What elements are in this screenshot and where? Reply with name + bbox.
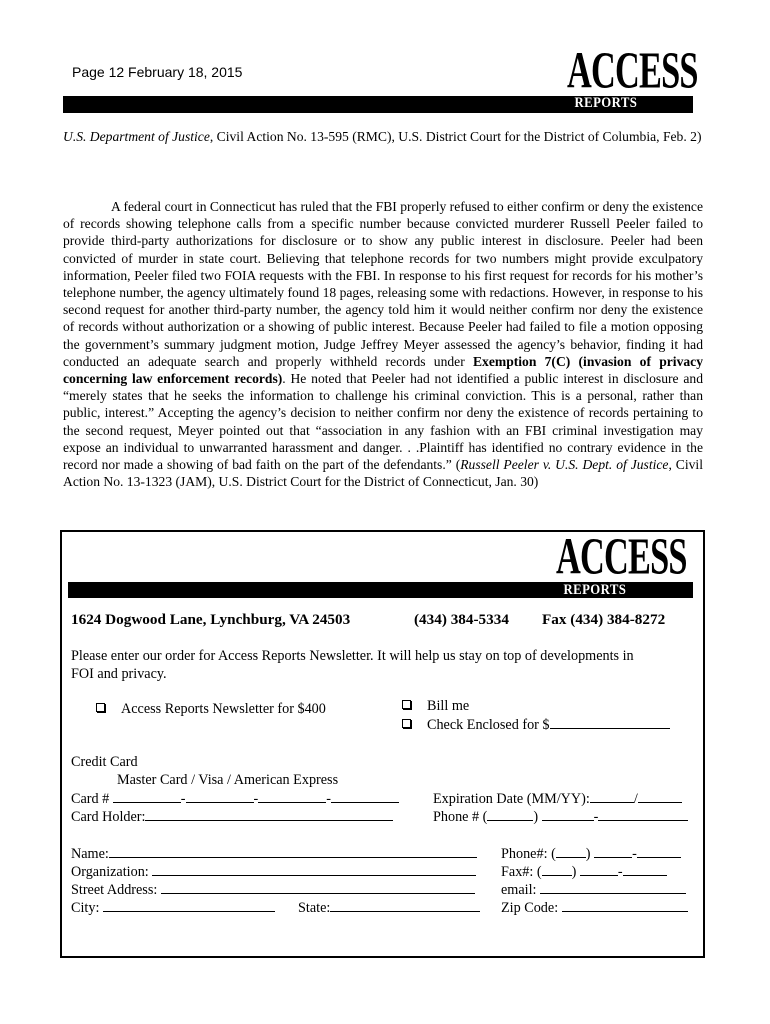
company-fax: Fax (434) 384-8272 [542,611,666,628]
card-types: Master Card / Visa / American Express [117,772,339,788]
name-label: Name: [71,846,109,862]
article-text-1: A federal court in Connecticut has ruled that the FBI properly refused to either confirm or deny the existence of records showing telephone calls from a specific number because convicted murderer Russell Peeler failed to provide third-party authorizations for disclosure or to show any public interest in disclosure. Peeler had been convicted of murder in state court. Believing that telephone records for two numbers might provide exculpatory information, Peeler filed two FOIA requests with the FBI. In response to his first request for records for his mother’s telephone number, the agency ultimately found 18 pages, releasing some with redactions. However, in response to his second request for another third-party number, the agency told him it would neither confirm nor deny the existence of records without authorization or a showing of public interest. Because Peeler had failed to file a motion opposing the government’s summary judgment motion, Judge Jeffrey Meyer assessed the agency’s behavior, finding it had conducted an adequate search and properly withheld records under [63,199,703,369]
phone2-label: Phone#: [501,846,548,862]
zip-label: Zip Code: [501,900,559,916]
credit-card-title: Credit Card [71,754,138,770]
newsletter-option[interactable] [96,701,326,718]
citation-case: U.S. Department of Justice [63,129,210,144]
bill-me-option[interactable] [402,698,469,715]
phone-label: Phone # [433,809,480,825]
page-label: Page 12 February 18, 2015 [72,64,243,80]
card-number-field-2[interactable] [186,790,254,803]
card-number-field-1[interactable] [113,790,181,803]
phone2-area-field[interactable] [556,845,586,858]
card-holder-row [71,808,393,826]
phone2-row: Phone#: ( ) - [501,845,681,863]
street-label: Street Address: [71,882,158,898]
city-label: City: [71,900,100,916]
organization-label: Organization: [71,864,149,880]
street-row [71,881,475,899]
email-row [501,881,686,899]
newsletter-checkbox[interactable] [96,703,105,712]
phone-line-field[interactable] [598,808,688,821]
street-field[interactable] [161,881,475,894]
check-enclosed-checkbox[interactable] [402,719,411,728]
order-intro-line-2: FOI and privacy. [71,666,167,682]
company-phone: (434) 384-5334 [414,611,509,628]
fax2-line-field[interactable] [623,863,667,876]
article-exemption: Exemption 7(C) (invasion of privacy concerning law enforcement records) [63,353,703,387]
expiration-label: Expiration Date (MM/YY): [433,791,590,807]
expiration-row: Expiration Date (MM/YY): / [433,790,682,808]
bill-me-label: Bill me [427,698,470,714]
city-field[interactable] [103,899,275,912]
organization-field[interactable] [152,863,476,876]
name-row [71,845,477,863]
phone2-line-field[interactable] [637,845,681,858]
check-amount-field[interactable] [550,716,670,729]
phone-area-field[interactable] [487,808,533,821]
name-field[interactable] [109,845,477,858]
article-text-2: . He noted that Peeler had not identified a public interest in disclosure and “merely states that he seeks the information to challenge his criminal conviction. This is a personal, rather than public, interest.” Accepting the agency’s decision to neither confirm nor deny the existence of records pertaining to the second request, Meyer pointed out that “association in any fashion with an FBI criminal investigation may expose an individual to unwarranted harassment and danger. . .Plaintiff has identified no contrary evidence in the record nor made a showing of bad faith on the part of the defendants.” ( [63,371,703,473]
zip-row [501,899,688,917]
city-row [71,899,275,917]
state-field[interactable] [330,899,480,912]
check-enclosed-label: Check Enclosed for $ [427,717,550,733]
phone-row: Phone # ( ) - [433,808,688,826]
card-holder-field[interactable] [145,808,393,821]
logo-wordmark: ACCESS [567,41,698,100]
card-number-row: Card # - - - [71,790,399,808]
email-label: email: [501,882,537,898]
check-enclosed-option[interactable] [402,716,670,734]
article-body [63,198,703,490]
order-intro-line-1: Please enter our order for Access Reports Newsletter. It will help us stay on top of developments in [71,648,634,664]
email-field[interactable] [540,881,686,894]
fax2-label: Fax#: [501,864,534,880]
newsletter-option-label: Access Reports Newsletter for $400 [121,701,326,717]
fax2-area-field[interactable] [542,863,572,876]
state-row [298,899,480,917]
fax2-row: Fax#: ( ) - [501,863,667,881]
order-form-logo [556,527,696,600]
expiration-month-field[interactable] [590,790,634,803]
state-label: State: [298,900,331,916]
card-number-field-4[interactable] [331,790,399,803]
card-number-field-3[interactable] [258,790,326,803]
article-text-3: , Civil Action No. 13-1323 (JAM), U.S. District Court for the District of Connecticut, Jan. 30) [63,457,703,490]
citation-details: , Civil Action No. 13-595 (RMC), U.S. District Court for the District of Columbia, Feb. 2) [209,129,702,144]
citation [63,128,703,145]
phone-prefix-field[interactable] [542,808,594,821]
header-logo [567,41,707,112]
card-number-label: Card # [71,791,110,807]
logo-subtitle: REPORTS [574,95,638,111]
phone2-prefix-field[interactable] [594,845,632,858]
fax2-prefix-field[interactable] [580,863,618,876]
card-holder-label: Card Holder: [71,809,146,825]
order-logo-wordmark: ACCESS [556,527,687,586]
bill-me-checkbox[interactable] [402,700,411,709]
organization-row [71,863,476,881]
zip-field[interactable] [562,899,688,912]
order-logo-subtitle: REPORTS [563,582,627,598]
expiration-year-field[interactable] [638,790,682,803]
company-address: 1624 Dogwood Lane, Lynchburg, VA 24503 [71,611,351,628]
article-case-name: Russell Peeler v. U.S. Dept. of Justice [460,457,669,473]
